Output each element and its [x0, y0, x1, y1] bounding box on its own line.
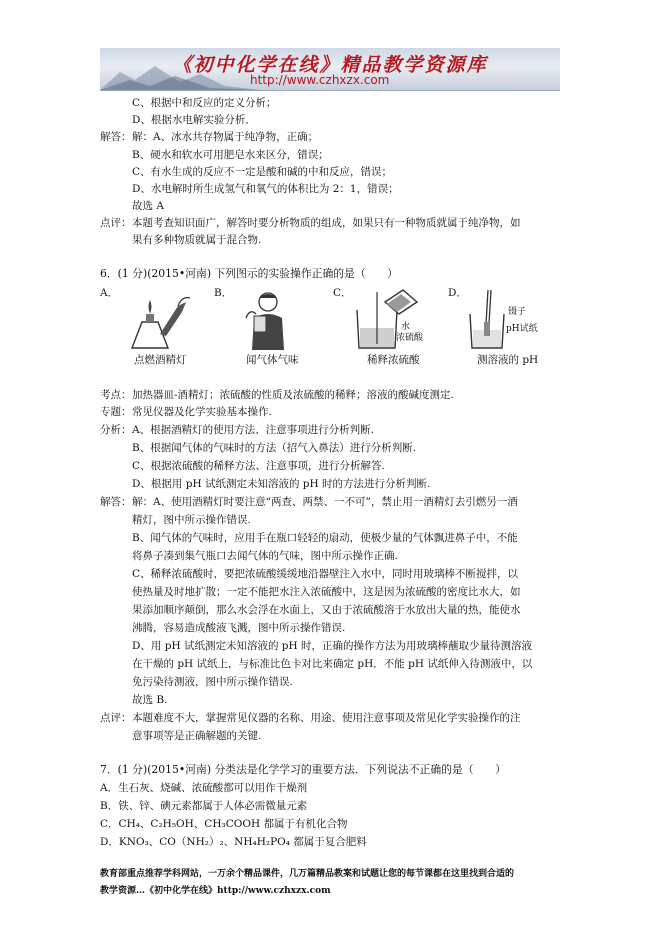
footer-line-1: 教育部重点推荐学科网站，一万余个精品课件，几万篇精品教案和试题让您的每节课都在这里找到合适的 [100, 869, 515, 879]
zhuanti-text: 常见仪器及化学实验基本操作. [132, 406, 272, 418]
kaodian-text: 加热器皿-酒精灯；浓硫酸的性质及浓硫酸的稀释；溶液的酸碱度测定. [132, 389, 454, 401]
prev-answer-line: B、硬水和软水可用肥皂水来区分，错误； [132, 149, 329, 161]
zhuanti-label: 专题： [100, 406, 132, 418]
q6-option-c-label: C． [333, 287, 352, 299]
jieda-line: 将鼻子凑到集气瓶口去闻气体的气味，图中所示操作正确. [132, 550, 398, 562]
label-ph-paper: pH试纸 [506, 324, 538, 334]
jieda-line: 精灯，图中所示操作错误. [132, 514, 251, 526]
q6-option-d-label: D． [448, 287, 467, 299]
dianping-line: 本题难度不大，掌握常见仪器的名称、用途、使用注意事项及常见化学实验操作的注 [132, 712, 521, 724]
caption-c: 稀释浓硫酸 [367, 354, 420, 366]
jieda-line: 故选 B. [132, 694, 168, 706]
jieda-line: 在干燥的 pH 试纸上，与标准比色卡对比来确定 pH．不能 pH 试纸伸入待测液中，以 [132, 658, 533, 670]
q7-option: A．生石灰、烧碱、浓硫酸都可以用作干燥剂 [100, 782, 308, 794]
alcohol-lamp-icon [120, 292, 200, 352]
prev-comment-line: 果有多种物质就属于混合物. [132, 234, 262, 246]
jieda-line: B、闻气体的气味时，应用手在瓶口轻轻的扇动，使极少量的气体飘进鼻子中，不能 [132, 532, 518, 544]
label-conc-acid: 浓硫酸 [396, 333, 424, 343]
q7-option: D．KNO₃、CO（NH₂）₂、NH₄H₂PO₄ 都属于复合肥料 [100, 836, 367, 848]
prev-answer-line: 解：A、冰水共存物属于纯净物，正确； [132, 131, 319, 143]
question-6-stem: 6．(1 分)(2015•河南) 下列图示的实验操作正确的是（ ） [100, 267, 399, 280]
caption-d: 测溶液的 pH [477, 354, 539, 366]
kaodian-label: 考点： [100, 389, 132, 401]
dianping-line: 意事项等是正确解题的关键. [132, 730, 262, 742]
q7-option: B．铁、锌、碘元素都属于人体必需微量元素 [100, 800, 308, 812]
prev-answer-line: 故选 A [132, 200, 164, 212]
jieda-label: 解答： [100, 496, 132, 508]
fenxi-label: 分析： [100, 424, 132, 436]
jieda-line: 使热量及时地扩散；一定不能把水注入浓硫酸中，这是因为浓硫酸的密度比水大，如 [132, 586, 521, 598]
jieda-line: C、稀释浓硫酸时，要把浓硫酸缓缓地沿器壁注入水中，同时用玻璃棒不断搅拌，以 [132, 568, 519, 580]
prev-answer-label: 解答： [100, 131, 132, 143]
jieda-line: 免污染待测液，图中所示操作错误. [132, 676, 293, 688]
site-url-link[interactable]: http://www.czhxzx.com [250, 73, 390, 87]
fenxi-line: D、根据用 pH 试纸测定未知溶液的 pH 时的方法进行分析判断. [132, 478, 431, 490]
prev-comment-line: 本题考查知识面广，解答时要分析物质的组成，如果只有一种物质就属于纯净物，如 [132, 217, 521, 229]
q6-option-a-label: A． [100, 287, 119, 299]
site-title: 《初中化学在线》精品教学资源库 [172, 54, 488, 76]
fenxi-line: A、根据酒精灯的使用方法、注意事项进行分析判断. [132, 424, 374, 436]
header-banner [100, 48, 560, 91]
caption-b: 闻气体气味 [246, 354, 299, 366]
prev-analysis-c: C、根据中和反应的定义分析； [132, 97, 277, 109]
prev-answer-line: C、有水生成的反应不一定是酸和碱的中和反应，错误； [132, 166, 393, 178]
caption-a: 点燃酒精灯 [134, 354, 187, 366]
prev-analysis-d: D、根据水电解实验分析． [132, 114, 256, 126]
question-7-stem: 7．(1 分)(2015•河南) 分类法是化学学习的重要方法．下列说法不正确的是（ ） [100, 763, 506, 776]
jieda-line: 沸腾，容易造成酸液飞溅，图中所示操作错误. [132, 622, 346, 634]
jieda-line: D、用 pH 试纸测定未知溶液的 pH 时，正确的操作方法为用玻璃棒蘸取少量待测溶液 [132, 640, 533, 652]
fenxi-line: B、根据闻气体的气味时的方法（招气入鼻法）进行分析判断. [132, 442, 417, 454]
q6-option-b-label: B． [214, 287, 233, 299]
footer-line-2: 教学资源…《初中化学在线》http://www.czhxzx.com [100, 886, 331, 896]
fenxi-line: C、根据浓硫酸的稀释方法、注意事项，进行分析解答. [132, 460, 385, 472]
q7-option: C．CH₄、C₂H₅OH、CH₃COOH 都属于有机化合物 [100, 818, 348, 830]
jieda-line: 果添加顺序颠倒，那么水会浮在水面上，又由于浓硫酸溶于水放出大量的热，能使水 [132, 604, 521, 616]
page-footer [100, 866, 570, 900]
label-water: 水 [401, 322, 411, 332]
label-tweezers: 镊子 [508, 307, 527, 317]
dianping-label: 点评： [100, 712, 132, 724]
jieda-line: 解：A、使用酒精灯时要注意“两查、两禁、一不可”，禁止用一酒精灯去引燃另一酒 [132, 496, 518, 508]
ph-test-icon [462, 288, 512, 352]
prev-answer-line: D、水电解时所生成氢气和氧气的体积比为 2：1，错误； [132, 183, 399, 195]
prev-comment-label: 点评： [100, 217, 132, 229]
person-smelling-icon [232, 288, 302, 352]
